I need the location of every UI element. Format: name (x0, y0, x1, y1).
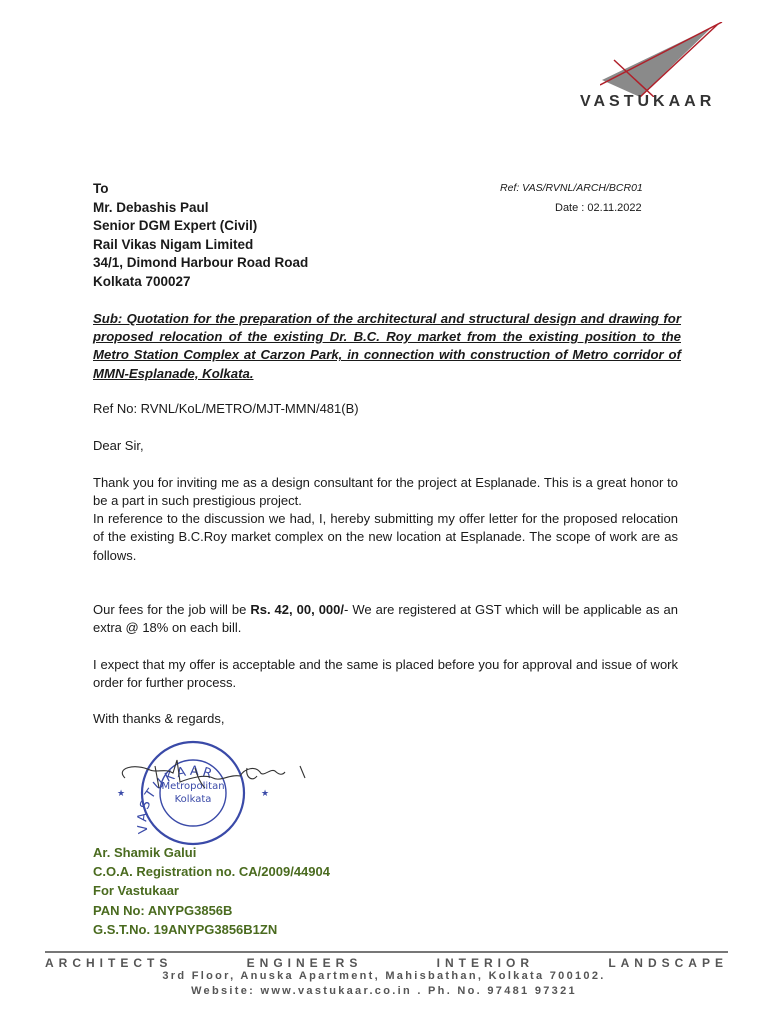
signatory-line: For Vastukaar (93, 883, 179, 899)
company-stamp-icon (95, 738, 345, 848)
reference-number: Ref No: RVNL/KoL/METRO/MJT-MMN/481(B) (93, 401, 359, 416)
vastukaar-logo-icon (600, 22, 725, 97)
letter-date: Date : 02.11.2022 (555, 202, 642, 214)
footer-profession: ARCHITECTS (45, 956, 173, 970)
recipient-line: Senior DGM Expert (Civil) (93, 218, 258, 234)
footer-profession: ENGINEERS (246, 956, 363, 970)
stamp-line1: Metropolitan (161, 781, 225, 792)
footer-profession: INTERIOR (436, 956, 534, 970)
to-label: To (93, 181, 109, 196)
signatory-line: G.S.T.No. 19ANYPG3856B1ZN (93, 921, 278, 937)
footer-divider (45, 951, 728, 953)
footer-professions (45, 956, 728, 970)
recipient-line: Kolkata 700027 (93, 273, 191, 289)
stamp-line2: Kolkata (174, 794, 212, 805)
stamp-star-icon: ★ (261, 788, 270, 798)
signatory-line: PAN No: ANYPG3856B (93, 902, 233, 918)
closing: With thanks & regards, (93, 711, 225, 726)
body-paragraph: Thank you for inviting me as a design consultant for the project at Esplanade. This is a great honor to be a part in such prestigious project. (93, 475, 678, 509)
body-paragraph: I expect that my offer is acceptable and the same is placed before you for approval and issue of work order for further process. (93, 657, 678, 691)
stamp-star-icon: ★ (117, 788, 126, 798)
signatory-line: Ar. Shamik Galui (93, 845, 197, 860)
body-paragraph: In reference to the discussion we had, I, hereby submitting my offer letter for the proposed relocation of the existing B.C.Roy market complex on the new location at Esplanade. The scope of work are as follows. (93, 511, 678, 563)
fees-paragraph (93, 601, 678, 638)
recipient-block (93, 180, 308, 292)
salutation: Dear Sir, (93, 438, 144, 453)
footer-profession: LANDSCAPE (608, 956, 728, 970)
letter-ref: Ref: VAS/RVNL/ARCH/BCR01 (500, 182, 643, 194)
recipient-line: Rail Vikas Nigam Limited (93, 236, 254, 252)
footer-address: 3rd Floor, Anuska Apartment, Mahisbathan, Kolkata 700102. (162, 970, 606, 982)
fees-text-after: - We are registered at GST which will be applicable as an extra @ 18% on each bill. (93, 602, 678, 636)
fees-text: Our fees for the job will be (93, 602, 251, 617)
brand-name: VASTUKAAR (580, 93, 716, 110)
signatory-line: C.O.A. Registration no. CA/2009/44904 (93, 864, 330, 880)
stamp-ring-text: VASTUKAAR (135, 763, 217, 835)
recipient-line: 34/1, Dimond Harbour Road Road (93, 255, 309, 271)
signatory-block (93, 843, 330, 939)
fees-amount: Rs. 42, 00, 000/ (250, 602, 344, 617)
footer-website: Website: www.vastukaar.co.in . Ph. No. 97481 97321 (191, 985, 577, 997)
recipient-line: Mr. Debashis Paul (93, 199, 209, 215)
subject-line: Sub: Quotation for the preparation of the architectural and structural design and drawing for proposed relocation of the existing Dr. B.C. Roy market from the existing position to the Metro Station Complex at Carzon Park, in connection with construction of Metro corridor of MMN-Esplanade, Kolkata. (93, 311, 681, 381)
